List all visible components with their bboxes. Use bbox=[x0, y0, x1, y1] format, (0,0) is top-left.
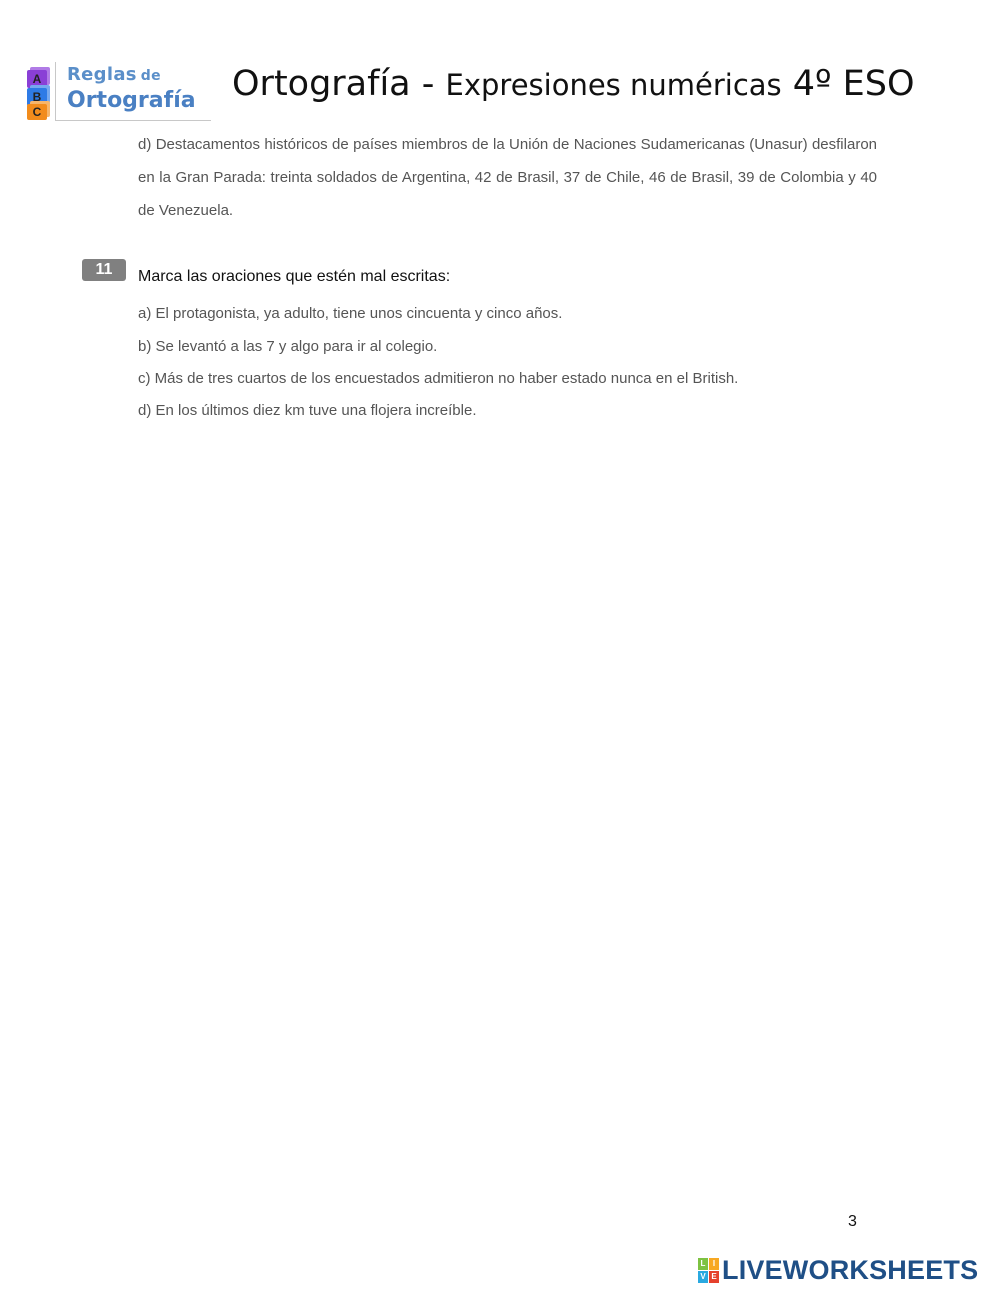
option-c[interactable]: c) Más de tres cuartos de los encuestados admitieron no haber estado nunca en el British. bbox=[138, 370, 739, 387]
cube-b: B bbox=[27, 88, 47, 106]
live-grid-icon: L I V E bbox=[698, 1258, 719, 1283]
liveworksheets-logo[interactable] bbox=[698, 1256, 978, 1284]
logo-line1: Reglas de bbox=[67, 64, 161, 85]
page-title: Ortografía - Expresiones numéricas 4º ESO bbox=[232, 64, 915, 104]
abc-cubes-icon bbox=[24, 64, 50, 120]
brand-name: LIVEWORKSHEETS bbox=[722, 1254, 979, 1285]
option-d[interactable]: d) En los últimos diez km tuve una flojera increíble. bbox=[138, 402, 477, 419]
logo-line2: Ortografía bbox=[67, 88, 196, 113]
cube-a: A bbox=[27, 70, 47, 88]
previous-item-d: d) Destacamentos históricos de países miembros de la Unión de Naciones Sudamericanas (Unasur) desfilaron en la Gran Parada: treinta soldados de Argentina, 42 de Brasil, 37 de Chile, 46 de Brasil, 39 de Colombia y 40 de Venezuela. bbox=[138, 136, 877, 219]
cube-c: C bbox=[27, 104, 47, 120]
page-number: 3 bbox=[848, 1213, 857, 1230]
exercise-number-badge: 11 bbox=[82, 259, 126, 281]
exercise-instruction: Marca las oraciones que estén mal escritas: bbox=[138, 268, 451, 285]
option-b[interactable]: b) Se levantó a las 7 y algo para ir al colegio. bbox=[138, 338, 438, 355]
option-a[interactable]: a) El protagonista, ya adulto, tiene unos cincuenta y cinco años. bbox=[138, 305, 563, 322]
site-logo bbox=[24, 62, 214, 124]
